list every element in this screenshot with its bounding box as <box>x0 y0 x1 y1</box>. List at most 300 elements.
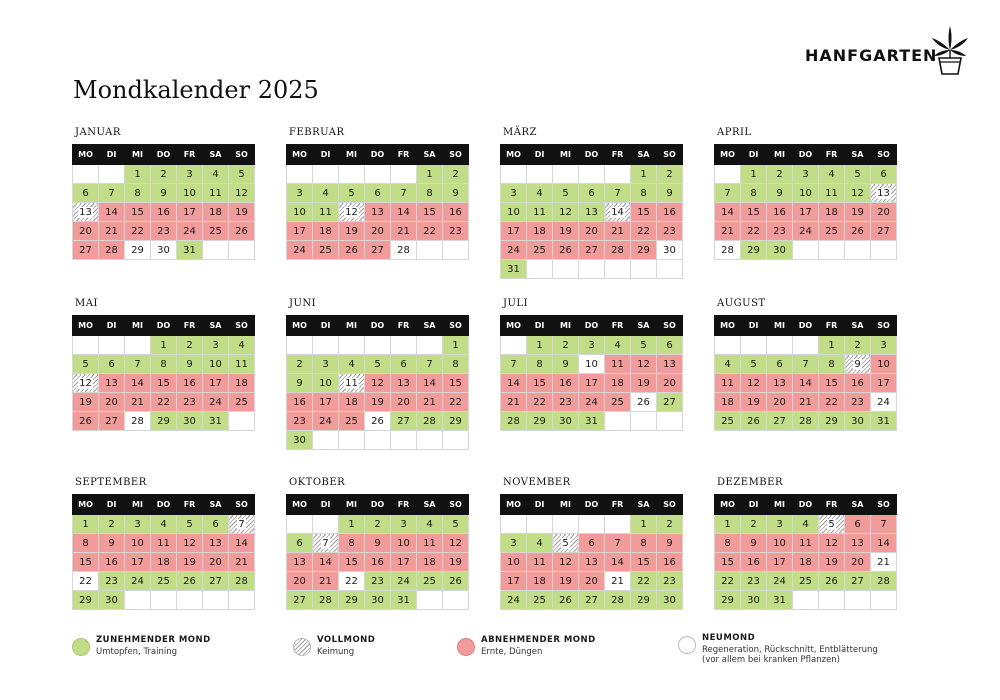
day-number: 27 <box>397 415 410 427</box>
day-number: 9 <box>776 187 783 199</box>
day-cell <box>657 553 683 572</box>
week-row <box>287 203 469 222</box>
day-number: 30 <box>157 244 170 256</box>
day-number: 10 <box>799 187 812 199</box>
day-number: 11 <box>345 377 358 389</box>
day-cell <box>229 336 255 355</box>
weekday-label: MI <box>125 316 151 336</box>
day-number: 27 <box>105 415 118 427</box>
day-cell <box>125 412 151 431</box>
empty-cell <box>527 515 553 534</box>
day-cell <box>553 412 579 431</box>
day-number: 17 <box>319 396 332 408</box>
day-cell <box>527 184 553 203</box>
day-cell <box>125 203 151 222</box>
day-number: 25 <box>319 244 332 256</box>
week-row <box>73 374 255 393</box>
day-cell <box>767 184 793 203</box>
day-cell <box>417 184 443 203</box>
day-number: 14 <box>611 206 624 218</box>
week-row <box>715 515 897 534</box>
empty-cell <box>605 165 631 184</box>
day-number: 16 <box>293 396 306 408</box>
day-number: 31 <box>209 415 222 427</box>
day-number: 28 <box>319 594 332 606</box>
day-number: 14 <box>507 377 520 389</box>
weekday-label: DO <box>365 495 391 515</box>
empty-cell <box>501 165 527 184</box>
day-cell <box>793 222 819 241</box>
day-number: 1 <box>640 168 647 180</box>
day-number: 2 <box>666 168 673 180</box>
day-cell <box>443 553 469 572</box>
day-number: 9 <box>666 537 673 549</box>
day-number: 22 <box>637 575 650 587</box>
day-number: 30 <box>105 594 118 606</box>
day-number: 15 <box>637 556 650 568</box>
brand-name: HANFGARTEN <box>805 46 938 65</box>
weekday-label: FR <box>819 495 845 515</box>
day-cell <box>417 412 443 431</box>
day-number: 23 <box>183 396 196 408</box>
day-number: 14 <box>423 377 436 389</box>
day-number: 20 <box>105 396 118 408</box>
month-table <box>714 494 897 610</box>
day-number: 29 <box>79 594 92 606</box>
day-number: 28 <box>105 244 118 256</box>
day-number: 29 <box>533 415 546 427</box>
day-cell <box>819 203 845 222</box>
day-number: 18 <box>533 575 546 587</box>
day-cell <box>715 184 741 203</box>
weekday-label: DI <box>99 495 125 515</box>
day-number: 11 <box>533 206 546 218</box>
day-number: 18 <box>721 396 734 408</box>
weekday-label: FR <box>177 145 203 165</box>
day-number: 1 <box>452 339 459 351</box>
week-row <box>73 355 255 374</box>
day-number: 10 <box>293 206 306 218</box>
day-cell <box>767 241 793 260</box>
day-cell <box>125 572 151 591</box>
week-row <box>501 591 683 610</box>
day-cell <box>501 241 527 260</box>
day-cell <box>527 222 553 241</box>
day-number: 9 <box>452 187 459 199</box>
day-number: 24 <box>773 575 786 587</box>
day-cell <box>203 203 229 222</box>
empty-cell <box>443 241 469 260</box>
month-calendar <box>714 476 890 610</box>
day-cell <box>391 241 417 260</box>
weekday-label: MI <box>553 145 579 165</box>
day-number: 18 <box>209 206 222 218</box>
day-number: 24 <box>293 244 306 256</box>
day-cell <box>287 222 313 241</box>
day-cell <box>287 355 313 374</box>
day-cell <box>631 222 657 241</box>
week-row <box>715 355 897 374</box>
day-number: 4 <box>802 518 809 530</box>
day-cell <box>229 515 255 534</box>
day-cell <box>73 572 99 591</box>
day-cell <box>391 374 417 393</box>
day-cell <box>631 572 657 591</box>
day-cell <box>417 203 443 222</box>
day-cell <box>125 222 151 241</box>
day-cell <box>527 534 553 553</box>
day-cell <box>365 572 391 591</box>
day-cell <box>99 393 125 412</box>
day-number: 11 <box>423 537 436 549</box>
day-number: 26 <box>637 396 650 408</box>
day-number: 12 <box>79 377 92 389</box>
day-number: 28 <box>235 575 248 587</box>
day-number: 4 <box>322 187 329 199</box>
day-cell <box>443 572 469 591</box>
day-cell <box>125 374 151 393</box>
weekday-label: DI <box>741 145 767 165</box>
day-number: 18 <box>423 556 436 568</box>
day-number: 5 <box>854 168 861 180</box>
weekday-label: DI <box>527 495 553 515</box>
day-cell <box>229 355 255 374</box>
day-cell <box>177 393 203 412</box>
month-calendar <box>286 126 462 260</box>
day-cell <box>203 534 229 553</box>
day-cell <box>125 241 151 260</box>
day-number: 6 <box>108 358 115 370</box>
weekday-label: SA <box>631 145 657 165</box>
weekday-header-row <box>73 145 255 165</box>
day-cell <box>527 374 553 393</box>
month-calendar <box>500 297 676 431</box>
week-row <box>287 165 469 184</box>
day-number: 5 <box>452 518 459 530</box>
week-row <box>73 572 255 591</box>
day-cell <box>605 553 631 572</box>
week-row <box>501 222 683 241</box>
day-number: 4 <box>614 339 621 351</box>
empty-cell <box>73 336 99 355</box>
day-cell <box>151 241 177 260</box>
weekday-label: FR <box>391 316 417 336</box>
week-row <box>715 222 897 241</box>
day-cell <box>793 355 819 374</box>
day-number: 10 <box>773 537 786 549</box>
empty-cell <box>579 165 605 184</box>
day-number: 31 <box>877 415 890 427</box>
day-cell <box>151 165 177 184</box>
month-calendar <box>714 297 890 431</box>
day-number: 2 <box>750 518 757 530</box>
day-number: 17 <box>507 225 520 237</box>
empty-cell <box>501 515 527 534</box>
day-cell <box>605 241 631 260</box>
week-row <box>73 184 255 203</box>
day-number: 8 <box>348 537 355 549</box>
week-row <box>715 572 897 591</box>
empty-cell <box>339 336 365 355</box>
day-cell <box>99 591 125 610</box>
weekday-label: SA <box>631 316 657 336</box>
month-name: MAI <box>75 298 98 309</box>
day-number: 8 <box>640 537 647 549</box>
month-name: DEZEMBER <box>717 477 783 488</box>
day-number: 9 <box>160 187 167 199</box>
weekday-label: DI <box>313 495 339 515</box>
day-cell <box>151 184 177 203</box>
day-number: 28 <box>611 244 624 256</box>
day-cell <box>527 241 553 260</box>
day-cell <box>845 515 871 534</box>
day-number: 11 <box>209 187 222 199</box>
day-cell <box>715 203 741 222</box>
day-number: 26 <box>79 415 92 427</box>
day-number: 6 <box>296 537 303 549</box>
day-cell <box>229 534 255 553</box>
weekday-label: MO <box>715 316 741 336</box>
day-cell <box>151 572 177 591</box>
day-number: 27 <box>877 225 890 237</box>
weekday-label: FR <box>391 145 417 165</box>
weekday-label: MI <box>125 495 151 515</box>
day-number: 1 <box>724 518 731 530</box>
weekday-label: DI <box>527 145 553 165</box>
week-row <box>73 591 255 610</box>
day-cell <box>819 515 845 534</box>
day-cell <box>579 203 605 222</box>
day-cell <box>579 393 605 412</box>
day-number: 3 <box>510 537 517 549</box>
day-cell <box>443 165 469 184</box>
weekday-label: DI <box>99 145 125 165</box>
day-cell <box>417 374 443 393</box>
empty-cell <box>203 591 229 610</box>
empty-cell <box>819 591 845 610</box>
weekday-header-row <box>715 316 897 336</box>
weekday-label: FR <box>605 495 631 515</box>
month-calendar <box>286 476 462 610</box>
day-number: 17 <box>799 206 812 218</box>
empty-cell <box>99 336 125 355</box>
day-cell <box>203 412 229 431</box>
day-cell <box>177 203 203 222</box>
day-cell <box>177 412 203 431</box>
day-number: 9 <box>562 358 569 370</box>
day-number: 11 <box>721 377 734 389</box>
day-cell <box>767 591 793 610</box>
empty-cell <box>125 591 151 610</box>
day-number: 7 <box>134 358 141 370</box>
day-number: 21 <box>799 396 812 408</box>
day-cell <box>767 374 793 393</box>
day-number: 17 <box>183 206 196 218</box>
day-number: 6 <box>374 187 381 199</box>
day-cell <box>125 393 151 412</box>
weekday-label: SO <box>657 495 683 515</box>
weekday-label: SA <box>203 316 229 336</box>
day-cell <box>845 203 871 222</box>
day-cell <box>125 553 151 572</box>
day-cell <box>579 374 605 393</box>
day-number: 16 <box>371 556 384 568</box>
day-number: 6 <box>776 358 783 370</box>
day-cell <box>715 355 741 374</box>
day-cell <box>871 336 897 355</box>
weekday-label: MO <box>73 495 99 515</box>
day-number: 21 <box>611 575 624 587</box>
day-cell <box>793 412 819 431</box>
empty-cell <box>845 591 871 610</box>
day-cell <box>819 222 845 241</box>
day-cell <box>793 374 819 393</box>
day-cell <box>553 553 579 572</box>
day-number: 2 <box>108 518 115 530</box>
day-number: 15 <box>449 377 462 389</box>
day-cell <box>819 336 845 355</box>
day-cell <box>657 336 683 355</box>
day-number: 26 <box>825 575 838 587</box>
full-moon-swatch-icon <box>293 638 311 656</box>
day-cell <box>73 534 99 553</box>
day-number: 27 <box>209 575 222 587</box>
day-number: 21 <box>611 225 624 237</box>
day-cell <box>741 393 767 412</box>
day-number: 2 <box>160 168 167 180</box>
day-number: 6 <box>880 168 887 180</box>
day-number: 29 <box>637 244 650 256</box>
day-cell <box>177 184 203 203</box>
day-number: 23 <box>747 575 760 587</box>
day-cell <box>99 355 125 374</box>
month-table <box>286 315 469 450</box>
day-number: 12 <box>345 206 358 218</box>
day-number: 10 <box>585 358 598 370</box>
day-cell <box>287 374 313 393</box>
day-cell <box>631 591 657 610</box>
day-cell <box>715 393 741 412</box>
empty-cell <box>501 336 527 355</box>
day-number: 19 <box>747 396 760 408</box>
day-number: 9 <box>750 537 757 549</box>
empty-cell <box>657 260 683 279</box>
day-cell <box>339 393 365 412</box>
day-cell <box>313 241 339 260</box>
day-number: 13 <box>877 187 890 199</box>
day-cell <box>527 203 553 222</box>
day-number: 13 <box>585 206 598 218</box>
day-cell <box>125 534 151 553</box>
weekday-label: FR <box>177 316 203 336</box>
empty-cell <box>287 165 313 184</box>
day-number: 13 <box>293 556 306 568</box>
day-cell <box>443 222 469 241</box>
weekday-header-row <box>287 145 469 165</box>
day-cell <box>151 412 177 431</box>
day-number: 3 <box>802 168 809 180</box>
day-number: 23 <box>663 225 676 237</box>
day-cell <box>553 222 579 241</box>
day-cell <box>579 336 605 355</box>
day-cell <box>741 241 767 260</box>
weekday-label: FR <box>819 316 845 336</box>
day-cell <box>767 572 793 591</box>
day-number: 22 <box>449 396 462 408</box>
cannabis-leaf-logo-icon <box>930 24 970 76</box>
day-number: 3 <box>186 168 193 180</box>
day-number: 8 <box>452 358 459 370</box>
day-number: 24 <box>585 396 598 408</box>
day-number: 7 <box>108 187 115 199</box>
day-cell <box>443 412 469 431</box>
month-calendar <box>500 126 676 279</box>
day-cell <box>657 203 683 222</box>
day-number: 25 <box>157 575 170 587</box>
day-cell <box>845 412 871 431</box>
empty-cell <box>605 412 631 431</box>
day-number: 5 <box>640 339 647 351</box>
empty-cell <box>365 165 391 184</box>
day-number: 21 <box>131 396 144 408</box>
day-cell <box>229 393 255 412</box>
day-cell <box>631 374 657 393</box>
day-cell <box>767 355 793 374</box>
day-number: 6 <box>588 537 595 549</box>
day-cell <box>229 165 255 184</box>
week-row <box>715 591 897 610</box>
day-cell <box>741 412 767 431</box>
day-cell <box>313 553 339 572</box>
week-row <box>287 222 469 241</box>
day-cell <box>845 355 871 374</box>
week-row <box>73 165 255 184</box>
empty-cell <box>151 591 177 610</box>
day-cell <box>579 184 605 203</box>
empty-cell <box>365 431 391 450</box>
day-number: 16 <box>183 377 196 389</box>
day-cell <box>819 412 845 431</box>
waxing-moon-swatch-icon <box>72 638 90 656</box>
day-cell <box>715 374 741 393</box>
week-row <box>501 534 683 553</box>
day-number: 5 <box>186 518 193 530</box>
day-number: 19 <box>183 556 196 568</box>
day-number: 27 <box>585 244 598 256</box>
weekday-label: SA <box>631 495 657 515</box>
month-calendar <box>500 476 676 610</box>
day-cell <box>229 553 255 572</box>
day-cell <box>177 374 203 393</box>
weekday-label: SO <box>443 145 469 165</box>
day-cell <box>73 203 99 222</box>
day-cell <box>741 591 767 610</box>
week-row <box>715 165 897 184</box>
day-number: 10 <box>507 556 520 568</box>
day-cell <box>391 393 417 412</box>
day-number: 7 <box>426 358 433 370</box>
weekday-label: FR <box>391 495 417 515</box>
day-cell <box>527 355 553 374</box>
day-number: 30 <box>663 244 676 256</box>
day-cell <box>845 222 871 241</box>
day-number: 30 <box>663 594 676 606</box>
day-number: 10 <box>183 187 196 199</box>
day-cell <box>767 534 793 553</box>
day-number: 24 <box>209 396 222 408</box>
day-number: 15 <box>131 206 144 218</box>
day-number: 27 <box>773 415 786 427</box>
